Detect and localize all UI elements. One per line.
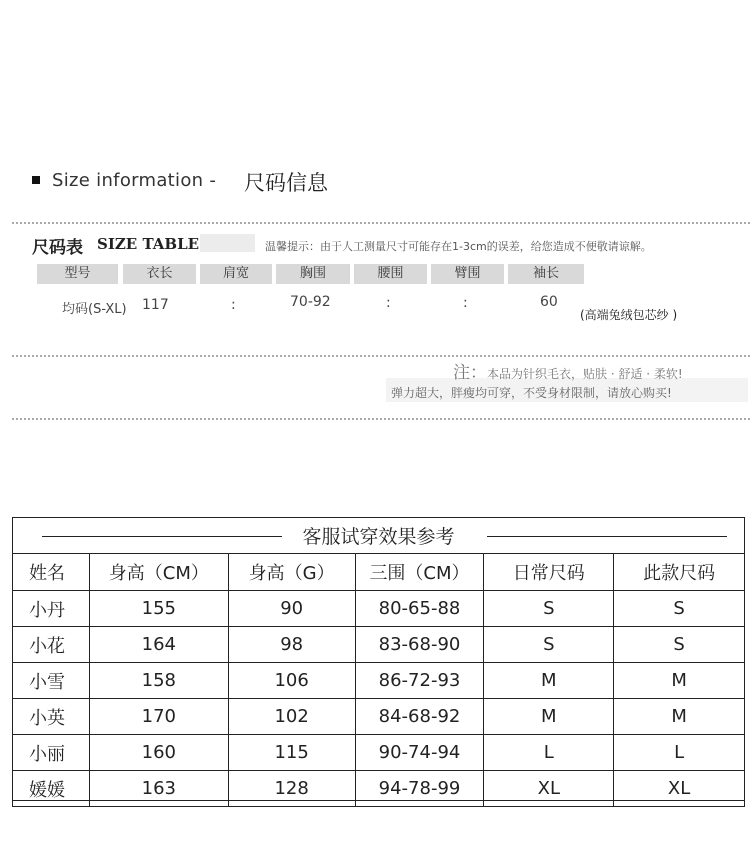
table-cell: 94-78-99 [355, 771, 484, 807]
table-cell: S [484, 627, 614, 663]
fitting-table-title [12, 522, 745, 549]
section-title-english: Size information - [52, 170, 217, 191]
size-header-cell: 袖长 [508, 264, 584, 284]
table-cell: 83-68-90 [355, 627, 484, 663]
table-cell: 164 [89, 627, 228, 663]
table-cell: 115 [228, 735, 355, 771]
size-value-cell: 60 [540, 294, 558, 310]
table-cell: M [484, 663, 614, 699]
table-cell: S [484, 591, 614, 627]
size-value-cell: 均码(S-XL) [62, 302, 127, 317]
table-cell: 小花 [13, 627, 90, 663]
table-cell: 84-68-92 [355, 699, 484, 735]
table-cell: L [484, 735, 614, 771]
table-cell: XL [614, 771, 745, 807]
table-row [13, 591, 745, 627]
size-header-cell: 型号 [37, 264, 118, 284]
table-cell: 98 [228, 627, 355, 663]
size-header-cell: 衣长 [123, 264, 196, 284]
header-cell: 身高（CM） [89, 554, 228, 591]
header-cell: 日常尺码 [484, 554, 614, 591]
title-shade [200, 234, 255, 252]
size-value-cell: 117 [142, 297, 169, 313]
table-row [13, 771, 745, 807]
table-cell: 155 [89, 591, 228, 627]
bullet-square-icon [32, 176, 40, 184]
size-header-cell: 腰围 [354, 264, 427, 284]
size-header-cell: 肩宽 [200, 264, 272, 284]
table-cell: 小雪 [13, 663, 90, 699]
table-row [13, 735, 745, 771]
table-header-row [13, 554, 745, 591]
header-cell: 此款尺码 [614, 554, 745, 591]
table-cell: 163 [89, 771, 228, 807]
table-row [13, 663, 745, 699]
table-cell: S [614, 591, 745, 627]
table-row [13, 627, 745, 663]
table-cell: M [614, 699, 745, 735]
table-cell: 106 [228, 663, 355, 699]
header-cell: 三围（CM） [355, 554, 484, 591]
note-prefix: 注： [453, 363, 487, 383]
material-note: (高端兔绒包芯纱 ) [580, 308, 678, 322]
fitting-table-title-bar [12, 517, 745, 553]
size-header-cell: 胸围 [276, 264, 350, 284]
table-cell: S [614, 627, 745, 663]
table-cell: 小英 [13, 699, 90, 735]
table-cell: M [614, 663, 745, 699]
table-cell: 160 [89, 735, 228, 771]
table-cell: 80-65-88 [355, 591, 484, 627]
size-table-title-cn: 尺码表 [32, 238, 83, 258]
dotted-divider-middle [12, 355, 750, 357]
table-cell: 媛媛 [13, 771, 90, 807]
section-title-chinese: 尺码信息 [244, 171, 328, 195]
dotted-divider-top [12, 222, 750, 224]
product-note-line-1 [453, 358, 683, 383]
table-cell: 90-74-94 [355, 735, 484, 771]
table-cell: 90 [228, 591, 355, 627]
size-value-cell: : [463, 295, 468, 311]
table-cell: 128 [228, 771, 355, 807]
product-note-line-2: 弹力超大，胖瘦均可穿，不受身材限制，请放心购买! [391, 386, 672, 400]
table-row [13, 699, 745, 735]
header-cell: 姓名 [13, 554, 90, 591]
table-cell: 86-72-93 [355, 663, 484, 699]
size-value-cell: : [231, 297, 236, 313]
table-cell: M [484, 699, 614, 735]
table-cell: 158 [89, 663, 228, 699]
table-cell: 102 [228, 699, 355, 735]
header-cell: 身高（G） [228, 554, 355, 591]
size-header-cell: 臂围 [431, 264, 504, 284]
size-value-cell: : [386, 295, 391, 311]
table-cell: 小丽 [13, 735, 90, 771]
measurement-note: 温馨提示：由于人工测量尺寸可能存在1-3cm的误差，给您造成不便敬请谅解。 [265, 240, 652, 253]
dotted-divider-bottom [12, 418, 750, 420]
table-cell: L [614, 735, 745, 771]
table-cell: 170 [89, 699, 228, 735]
size-value-cell: 70-92 [290, 294, 331, 310]
size-table-title-en: SIZE TABLE [97, 235, 200, 253]
note-text-1: 本品为针织毛衣，贴肤 · 舒适 · 柔软! [487, 367, 683, 381]
table-cell: XL [484, 771, 614, 807]
fitting-table [12, 553, 745, 807]
fitting-table-title-text: 客服试穿效果参考 [292, 526, 464, 548]
table-cell: 小丹 [13, 591, 90, 627]
